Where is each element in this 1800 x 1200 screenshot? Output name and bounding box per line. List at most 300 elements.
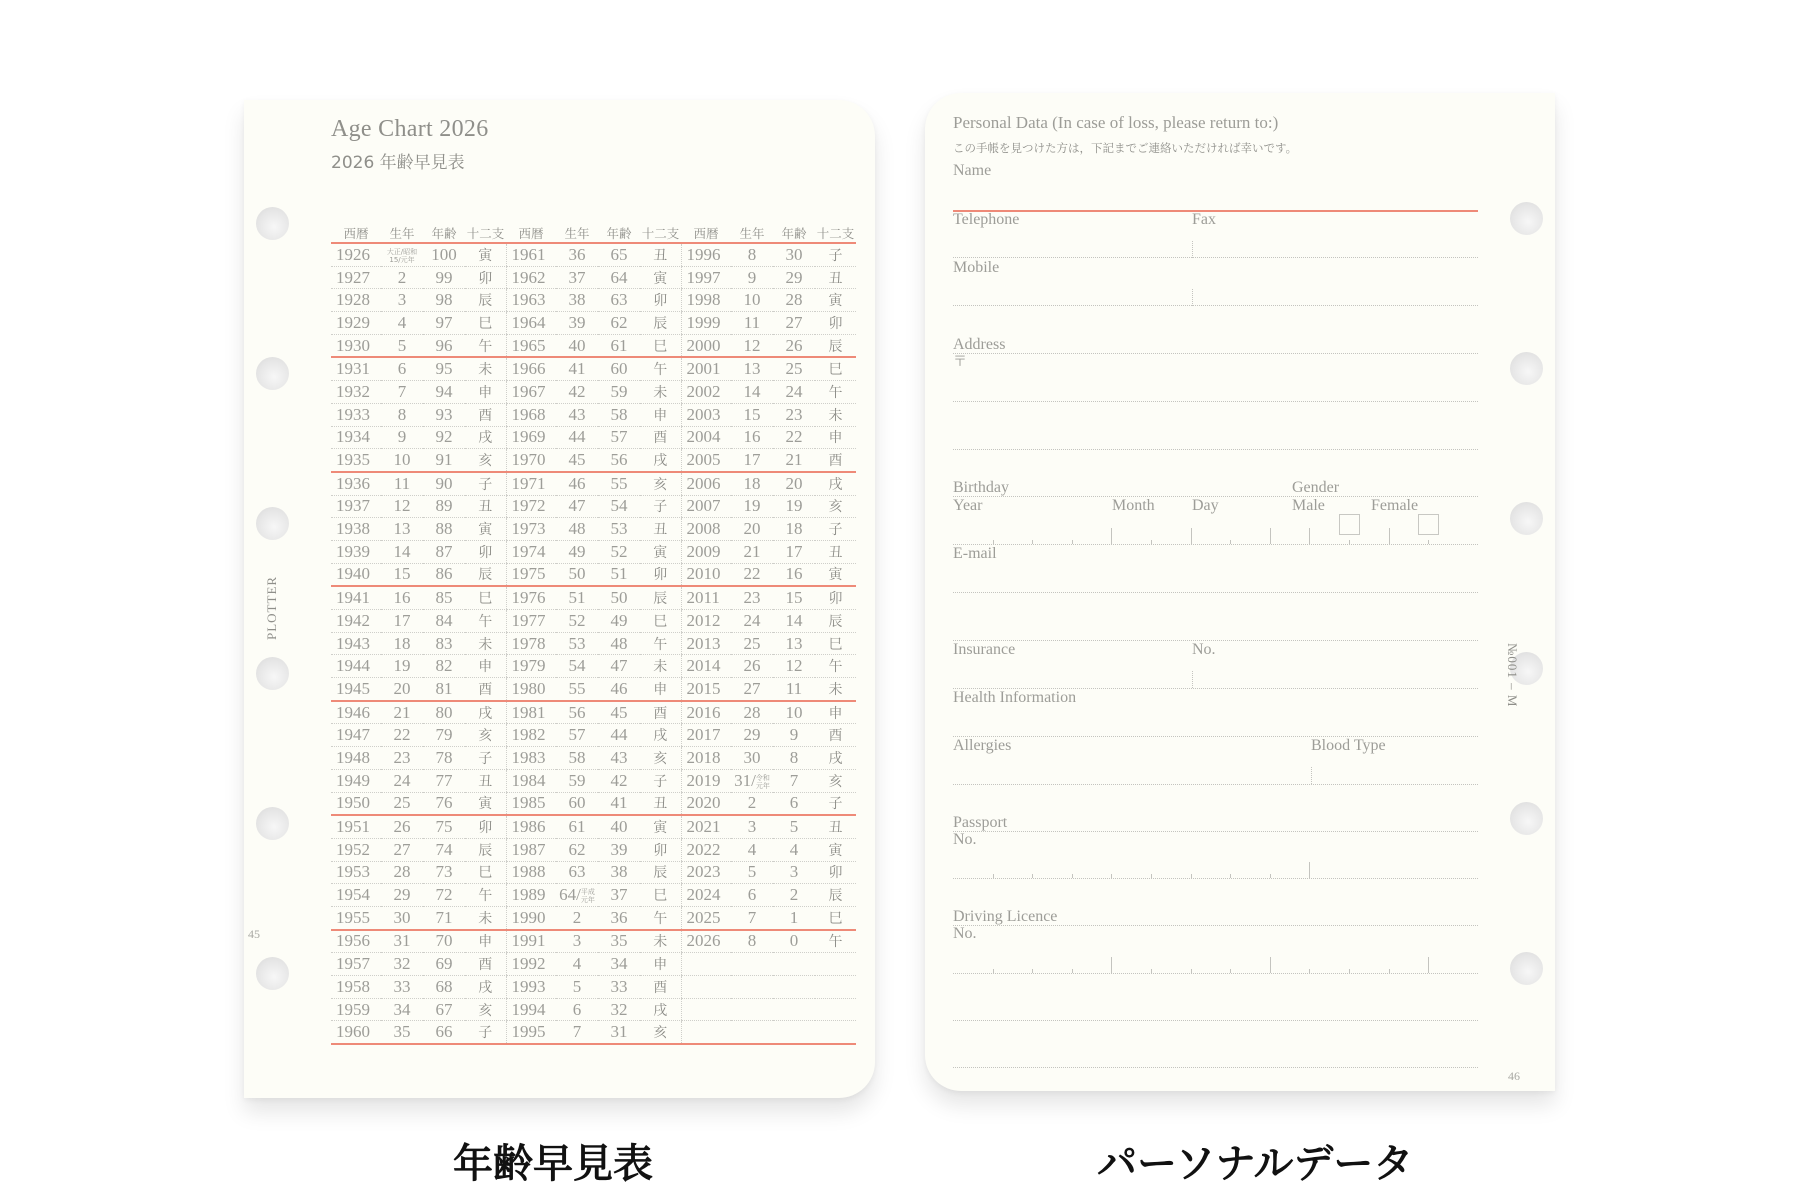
birth-era-year-cell: 2 [381,266,423,289]
age-cell: 44 [598,724,640,747]
western-year-cell: 1990 [506,906,556,929]
digit-tick [1270,874,1271,878]
personal-data-page [925,93,1555,1091]
age-cell: 41 [598,792,640,815]
birth-era-year-cell: 26 [381,815,423,838]
zodiac-cell: 午 [465,884,506,907]
page-number: 45 [248,927,260,941]
zodiac-cell: 子 [640,769,681,792]
age-cell: 52 [598,540,640,563]
table-row [331,701,856,724]
insurance-no-label: No. [1192,641,1216,658]
address-line[interactable] [953,353,1478,354]
age-cell: 19 [773,495,815,518]
age-cell: 16 [773,563,815,586]
digit-tick [993,969,994,973]
zodiac-cell: 子 [815,243,856,266]
western-year-cell: 1986 [506,815,556,838]
birth-era-year-cell: 25 [381,792,423,815]
birth-era-year-cell: 14 [381,540,423,563]
table-row [331,953,856,976]
birth-era-year-cell: 23 [381,747,423,770]
western-year-cell: 1949 [331,769,381,792]
gender-label: Gender [1292,479,1340,496]
age-cell: 30 [773,243,815,266]
western-year-cell: 1945 [331,678,381,701]
age-cell [773,1021,815,1044]
birth-era-year-cell [556,884,598,907]
digit-tick [1428,957,1429,973]
zodiac-cell: 戌 [465,976,506,999]
binder-hole [256,657,289,690]
column-header: 生年 [381,224,423,243]
western-year-cell: 1987 [506,838,556,861]
birth-era-year-cell: 16 [381,586,423,609]
age-cell: 46 [598,678,640,701]
email-field[interactable] [953,592,1478,593]
western-year-cell: 1964 [506,312,556,335]
table-row [331,815,856,838]
column-header: 十二支 [466,226,505,241]
western-year-cell: 2014 [681,655,731,678]
zodiac-cell: 酉 [465,678,506,701]
table-row [331,381,856,404]
zodiac-cell: 卯 [640,838,681,861]
western-year-cell [681,976,731,999]
zodiac-cell: 亥 [815,495,856,518]
zodiac-cell: 午 [640,906,681,929]
year-label: Year [953,497,983,514]
birth-era-year-cell: 30 [381,906,423,929]
age-cell: 87 [423,540,465,563]
era-year-number: 64/ [559,885,581,905]
western-year-cell: 1996 [681,243,731,266]
zodiac-cell: 寅 [640,815,681,838]
birth-era-year-cell: 41 [556,357,598,380]
male-label: Male [1292,497,1325,514]
western-year-cell: 1976 [506,586,556,609]
birth-era-year-cell: 15 [381,563,423,586]
birth-era-year-cell: 6 [731,884,773,907]
zodiac-cell: 寅 [815,289,856,312]
birth-era-year-cell: 24 [381,769,423,792]
zodiac-cell: 巳 [465,586,506,609]
age-cell: 32 [598,998,640,1021]
western-year-cell: 1934 [331,426,381,449]
birth-era-year-cell: 20 [381,678,423,701]
western-year-cell: 1957 [331,953,381,976]
zodiac-cell: 巳 [465,861,506,884]
zodiac-cell: 丑 [640,243,681,266]
western-year-cell: 1978 [506,632,556,655]
zodiac-cell: 未 [465,906,506,929]
health-information-field[interactable] [953,736,1478,737]
allergies-label: Allergies [953,737,1012,754]
birth-era-year-cell: 27 [381,838,423,861]
table-row [331,586,856,609]
zodiac-cell: 午 [815,930,856,953]
age-cell: 86 [423,563,465,586]
zodiac-cell: 亥 [815,769,856,792]
birth-era-year-cell: 12 [381,495,423,518]
birth-era-year-cell: 9 [381,426,423,449]
age-cell: 39 [598,838,640,861]
zodiac-cell [815,998,856,1021]
age-cell: 3 [773,861,815,884]
birth-era-year-cell: 7 [731,906,773,929]
zodiac-cell [815,1021,856,1044]
western-year-cell: 1966 [506,357,556,380]
western-year-cell: 2011 [681,586,731,609]
zodiac-cell: 卯 [465,540,506,563]
western-year-cell: 1937 [331,495,381,518]
western-year-cell: 2023 [681,861,731,884]
western-year-cell: 1998 [681,289,731,312]
column-header: 年齢 [423,224,465,243]
age-cell: 100 [423,243,465,266]
age-cell: 4 [773,838,815,861]
western-year-cell: 1965 [506,334,556,357]
age-cell: 43 [598,747,640,770]
western-year-cell: 1948 [331,747,381,770]
zodiac-cell: 未 [640,655,681,678]
age-cell: 85 [423,586,465,609]
western-year-cell: 2013 [681,632,731,655]
western-year-cell: 1977 [506,610,556,633]
binder-hole [1510,502,1543,535]
birth-era-year-cell: 30 [731,747,773,770]
birth-era-year-cell: 10 [381,449,423,472]
digit-tick [1191,528,1192,544]
birth-era-year-cell: 16 [731,426,773,449]
age-cell: 45 [598,701,640,724]
digit-tick [1072,540,1073,544]
page-title: Age Chart 2026 [331,116,489,142]
zodiac-cell: 酉 [640,426,681,449]
birth-era-year-cell: 7 [556,1021,598,1044]
field-divider [1192,289,1193,306]
birth-era-year-cell: 8 [731,243,773,266]
digit-tick [1111,528,1112,544]
birth-era-year-cell: 5 [731,861,773,884]
caption-personal-data: パーソナルデータ [1097,1141,1414,1187]
age-cell: 2 [773,884,815,907]
zodiac-cell: 辰 [815,884,856,907]
age-cell: 81 [423,678,465,701]
western-year-cell: 2006 [681,472,731,495]
female-checkbox[interactable] [1418,514,1439,535]
table-row [331,906,856,929]
age-cell: 56 [598,449,640,472]
digit-tick [1151,969,1152,973]
birth-era-year-cell: 40 [556,334,598,357]
name-label: Name [953,162,992,179]
western-year-cell: 2024 [681,884,731,907]
table-row [331,563,856,586]
birth-era-year-cell: 24 [731,610,773,633]
age-cell [773,976,815,999]
age-cell: 8 [773,747,815,770]
telephone-field[interactable] [953,257,1478,258]
western-year-cell: 1930 [331,334,381,357]
western-year-cell: 2018 [681,747,731,770]
western-year-cell: 2008 [681,518,731,541]
zodiac-cell: 丑 [815,540,856,563]
table-row [331,266,856,289]
age-cell: 26 [773,334,815,357]
zodiac-cell: 寅 [640,266,681,289]
western-year-cell: 1953 [331,861,381,884]
birthday-label: Birthday [953,479,1009,496]
birth-era-year-cell: 4 [731,838,773,861]
zodiac-cell: 申 [465,655,506,678]
birth-era-year-cell: 39 [556,312,598,335]
birth-era-year-cell: 49 [556,540,598,563]
birth-era-year-cell: 25 [731,632,773,655]
era-year-number: 31/ [734,770,756,790]
table-row [331,769,856,792]
age-cell: 12 [773,655,815,678]
age-cell: 50 [598,586,640,609]
western-year-cell: 1955 [331,906,381,929]
column-header: 西暦 [681,224,731,243]
western-year-cell: 1971 [506,472,556,495]
age-cell: 69 [423,953,465,976]
age-cell: 23 [773,403,815,426]
zodiac-cell: 午 [815,381,856,404]
birthday-field[interactable] [953,544,1478,545]
age-cell: 34 [598,953,640,976]
western-year-cell: 1933 [331,403,381,426]
insurance-label: Insurance [953,641,1016,658]
birth-era-year-cell: 13 [381,518,423,541]
address-line[interactable] [953,449,1478,450]
zodiac-cell: 辰 [640,586,681,609]
zodiac-cell: 卯 [465,815,506,838]
birth-era-year-cell: 54 [556,655,598,678]
zodiac-cell [815,976,856,999]
birth-era-year-cell: 8 [381,403,423,426]
zodiac-cell: 酉 [465,403,506,426]
age-cell: 82 [423,655,465,678]
zodiac-cell: 未 [465,632,506,655]
western-year-cell: 1979 [506,655,556,678]
age-cell: 62 [598,312,640,335]
zodiac-cell: 戌 [465,426,506,449]
birth-era-year-cell: 37 [556,266,598,289]
address-line[interactable] [953,401,1478,402]
western-year-cell: 1950 [331,792,381,815]
table-row [331,1021,856,1044]
age-cell: 63 [598,289,640,312]
zodiac-cell: 戌 [640,449,681,472]
age-cell [773,953,815,976]
western-year-cell: 1992 [506,953,556,976]
allergies-field[interactable] [953,784,1478,785]
age-cell: 40 [598,815,640,838]
field-divider [1192,241,1193,258]
digit-tick [993,540,994,544]
birth-era-year-cell [731,976,773,999]
birth-era-year-cell: 36 [556,243,598,266]
birth-era-year-cell: 55 [556,678,598,701]
age-cell: 21 [773,449,815,472]
age-cell: 59 [598,381,640,404]
western-year-cell: 1991 [506,930,556,953]
birth-era-year-cell [381,243,423,266]
birth-era-year-cell: 7 [381,381,423,404]
digit-tick [1151,540,1152,544]
zodiac-cell: 申 [640,403,681,426]
birth-era-year-cell: 29 [381,884,423,907]
zodiac-cell: 卯 [640,563,681,586]
western-year-cell: 1972 [506,495,556,518]
zodiac-cell: 未 [465,357,506,380]
zodiac-cell: 卯 [815,586,856,609]
caption-age-chart: 年齢早見表 [453,1141,653,1187]
age-cell: 36 [598,906,640,929]
zodiac-cell: 巳 [815,632,856,655]
zodiac-cell: 子 [465,747,506,770]
birth-era-year-cell: 5 [556,976,598,999]
age-cell: 80 [423,701,465,724]
western-year-cell: 2000 [681,334,731,357]
table-row [331,449,856,472]
age-cell: 1 [773,906,815,929]
driving-licence-no-field[interactable] [953,973,1478,974]
birth-era-year-cell: 34 [381,998,423,1021]
zodiac-cell: 寅 [465,243,506,266]
zodiac-cell: 寅 [815,838,856,861]
mobile-field[interactable] [953,305,1478,306]
table-row [331,747,856,770]
western-year-cell: 2003 [681,403,731,426]
zodiac-cell: 辰 [815,334,856,357]
birth-era-year-cell: 27 [731,678,773,701]
male-checkbox[interactable] [1339,514,1360,535]
age-cell: 33 [598,976,640,999]
zodiac-cell: 酉 [815,724,856,747]
western-year-cell: 2012 [681,610,731,633]
birth-era-year-cell: 46 [556,472,598,495]
age-cell: 76 [423,792,465,815]
birth-era-year-cell: 2 [731,792,773,815]
western-year-cell [681,1021,731,1044]
birth-era-year-cell: 20 [731,518,773,541]
birth-era-year-cell: 59 [556,769,598,792]
passport-line [953,831,1478,832]
digit-tick [1389,969,1390,973]
birth-era-year-cell [731,1021,773,1044]
table-row [331,243,856,266]
female-label: Female [1371,497,1419,514]
age-cell [773,998,815,1021]
age-cell: 89 [423,495,465,518]
binder-hole [256,957,289,990]
zodiac-cell: 子 [640,495,681,518]
birth-era-year-cell: 13 [731,357,773,380]
western-year-cell: 1989 [506,884,556,907]
birth-era-year-cell: 44 [556,426,598,449]
birth-era-year-cell: 35 [381,1021,423,1044]
birth-era-year-cell [731,769,773,792]
passport-no-field[interactable] [953,878,1478,879]
digit-tick [1309,528,1310,544]
western-year-cell: 1944 [331,655,381,678]
zodiac-cell: 未 [815,403,856,426]
zodiac-cell: 申 [465,930,506,953]
binder-hole [256,507,289,540]
birth-era-year-cell: 22 [381,724,423,747]
column-header: 西暦 [331,224,381,243]
birth-era-year-cell: 22 [731,563,773,586]
western-year-cell: 1946 [331,701,381,724]
zodiac-cell: 亥 [640,747,681,770]
age-cell: 18 [773,518,815,541]
western-year-cell: 1980 [506,678,556,701]
binder-hole [1510,952,1543,985]
birth-era-year-cell: 53 [556,632,598,655]
binder-hole [1510,352,1543,385]
zodiac-cell: 亥 [465,449,506,472]
zodiac-cell: 戌 [465,701,506,724]
western-year-cell [681,998,731,1021]
western-year-cell: 1973 [506,518,556,541]
western-year-cell: 1943 [331,632,381,655]
western-year-cell: 1931 [331,357,381,380]
birth-era-year-cell: 3 [381,289,423,312]
western-year-cell: 2001 [681,357,731,380]
birth-era-year-cell: 10 [731,289,773,312]
note-line[interactable] [953,1020,1478,1021]
zodiac-cell: 亥 [640,1021,681,1044]
birth-era-year-cell: 2 [556,906,598,929]
fax-label: Fax [1192,211,1216,228]
birth-era-year-cell: 58 [556,747,598,770]
western-year-cell: 2010 [681,563,731,586]
table-row [331,518,856,541]
era-name-note: 平成 元年 [580,888,595,905]
table-row [331,632,856,655]
month-label: Month [1112,497,1155,514]
western-year-cell: 1975 [506,563,556,586]
table-row [331,998,856,1021]
age-cell: 83 [423,632,465,655]
zodiac-cell: 申 [465,381,506,404]
birth-era-year-cell: 6 [556,998,598,1021]
zodiac-cell: 戌 [640,724,681,747]
zodiac-cell: 午 [640,632,681,655]
birth-era-year-cell [731,998,773,1021]
mobile-label: Mobile [953,259,1000,276]
age-cell: 47 [598,655,640,678]
note-line[interactable] [953,1067,1478,1068]
zodiac-cell: 丑 [815,266,856,289]
birth-era-year-cell: 11 [731,312,773,335]
zodiac-cell: 辰 [640,861,681,884]
age-cell: 73 [423,861,465,884]
zodiac-cell: 卯 [815,861,856,884]
zodiac-cell: 巳 [815,906,856,929]
zodiac-cell: 酉 [640,976,681,999]
age-cell: 42 [598,769,640,792]
age-cell: 14 [773,610,815,633]
birth-era-year-cell: 17 [381,610,423,633]
western-year-cell: 1940 [331,563,381,586]
brand-label: PLOTTER [264,575,279,640]
birth-era-year-cell: 5 [381,334,423,357]
age-cell: 5 [773,815,815,838]
